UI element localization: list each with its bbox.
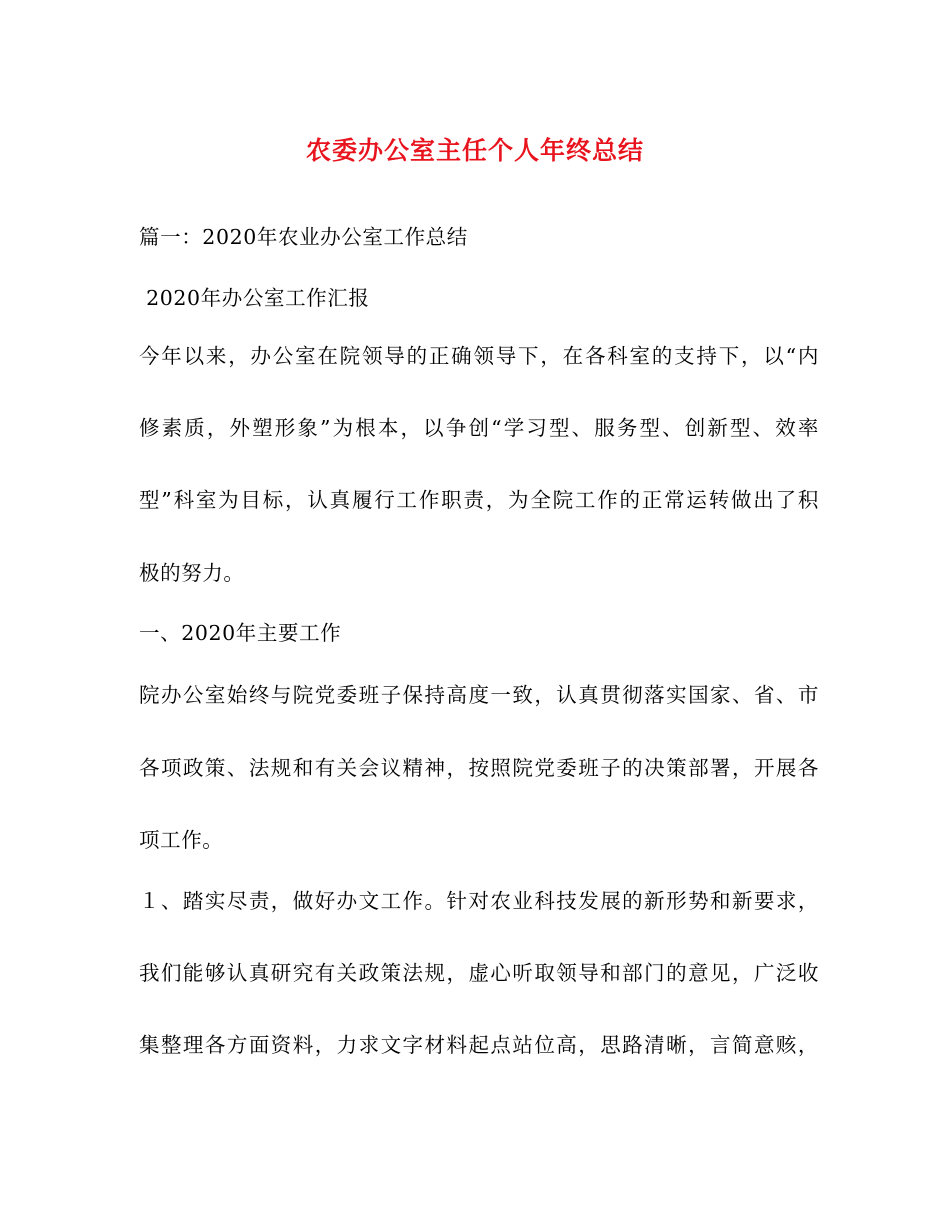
paragraph-line: 修素质，外塑形象”为根本，以争创“学习型、服务型、创新型、效率 [139,416,819,440]
section-heading-line: 一、2020年主要工作 [139,621,342,645]
paragraph-line: １、踏实尽责，做好办文工作。针对农业科技发展的新形势和新要求， [139,889,819,913]
paragraph-line: 各项政策、法规和有关会议精神，按照院党委班子的决策部署，开展各 [139,756,819,780]
subheading-line: 2020年办公室工作汇报 [139,286,370,310]
paragraph-line: 项工作。 [139,828,224,852]
paragraph-line: 集整理各方面资料，力求文字材料起点站位高，思路清晰，言简意赅， [139,1033,819,1057]
paragraph-line: 院办公室始终与院党委班子保持高度一致，认真贯彻落实国家、省、市 [139,683,819,707]
section-heading-line: 篇一：2020年农业办公室工作总结 [139,225,468,249]
paragraph-line: 今年以来，办公室在院领导的正确领导下，在各科室的支持下，以“内 [139,344,819,368]
paragraph-line: 极的努力。 [139,561,245,585]
document-title: 农委办公室主任个人年终总结 [305,136,644,165]
paragraph-line: 我们能够认真研究有关政策法规，虚心听取领导和部门的意见，广泛收 [139,961,819,985]
paragraph-line: 型”科室为目标，认真履行工作职责，为全院工作的正常运转做出了积 [139,488,819,512]
